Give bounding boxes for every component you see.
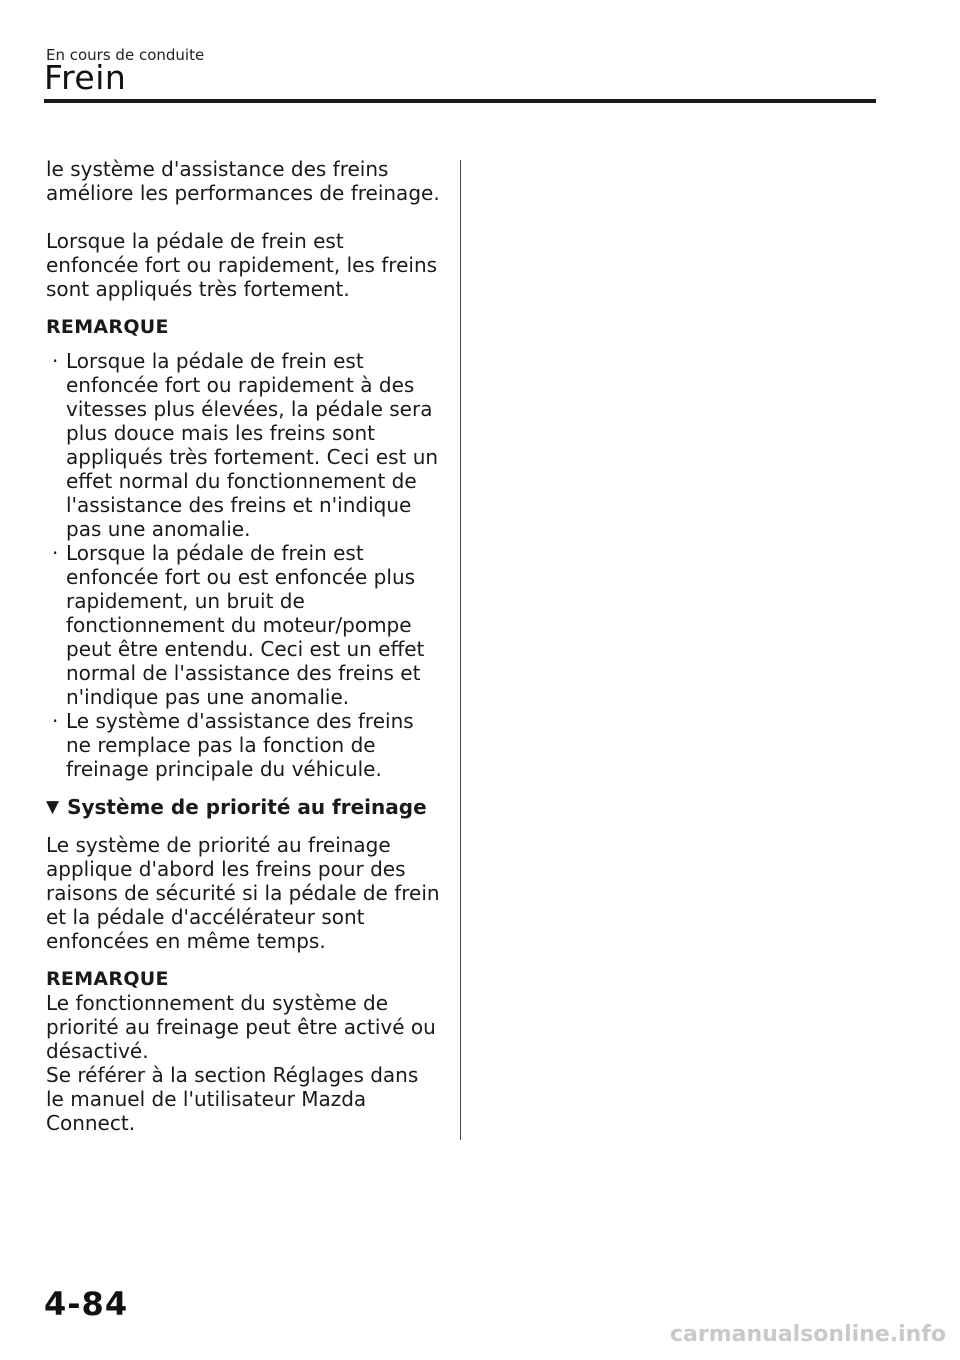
list-item: · Lorsque la pédale de frein est enfoncée fort ou est enfoncée plus rapidement, un bruit de fonctionnement du moteur/pompe peut être entendu. Ceci est un effet normal de l'assistance des freins et n'indique pas une anomalie.	[52, 541, 425, 709]
bullet-icon: ·	[52, 709, 59, 733]
note-label: REMARQUE	[46, 316, 169, 338]
column-divider	[460, 160, 461, 1140]
triangle-down-icon: ▼	[46, 797, 60, 817]
note-bullet-list	[46, 349, 442, 781]
watermark: carmanualsonline.info	[670, 1322, 946, 1347]
paragraph-intro: le système d'assistance des freins améliore les performances de freinage.	[46, 157, 440, 205]
note-label: REMARQUE	[46, 968, 169, 990]
text-column	[46, 157, 442, 1135]
note-paragraph: Se référer à la section Réglages dans le manuel de l'utilisateur Mazda Connect.	[46, 1063, 419, 1135]
bullet-icon: ·	[52, 541, 59, 565]
header-divider	[44, 99, 876, 103]
note-paragraph: Le fonctionnement du système de priorité au freinage peut être activé ou désactivé.	[46, 991, 436, 1063]
paragraph-priority: Le système de priorité au freinage applique d'abord les freins pour des raisons de sécurité si la pédale de frein et la pédale d'accélérateur sont enfoncées en même temps.	[46, 833, 440, 953]
section-heading: ▼ Système de priorité au freinage	[46, 795, 427, 819]
bullet-icon: ·	[52, 349, 59, 373]
page-number: 4-84	[44, 1285, 129, 1323]
section-label: En cours de conduite	[46, 46, 205, 64]
page-title: Frein	[44, 58, 127, 97]
paragraph-brake-pedal: Lorsque la pédale de frein est enfoncée fort ou rapidement, les freins sont appliqués très fortement.	[46, 229, 438, 301]
list-item: · Le système d'assistance des freins ne remplace pas la fonction de freinage principale du véhicule.	[52, 709, 414, 781]
list-item: · Lorsque la pédale de frein est enfoncée fort ou rapidement à des vitesses plus élevées, la pédale sera plus douce mais les freins sont appliqués très fortement. Ceci est un effet normal du fonctionnement de l'assistance des freins et n'indique pas une anomalie.	[52, 349, 439, 541]
